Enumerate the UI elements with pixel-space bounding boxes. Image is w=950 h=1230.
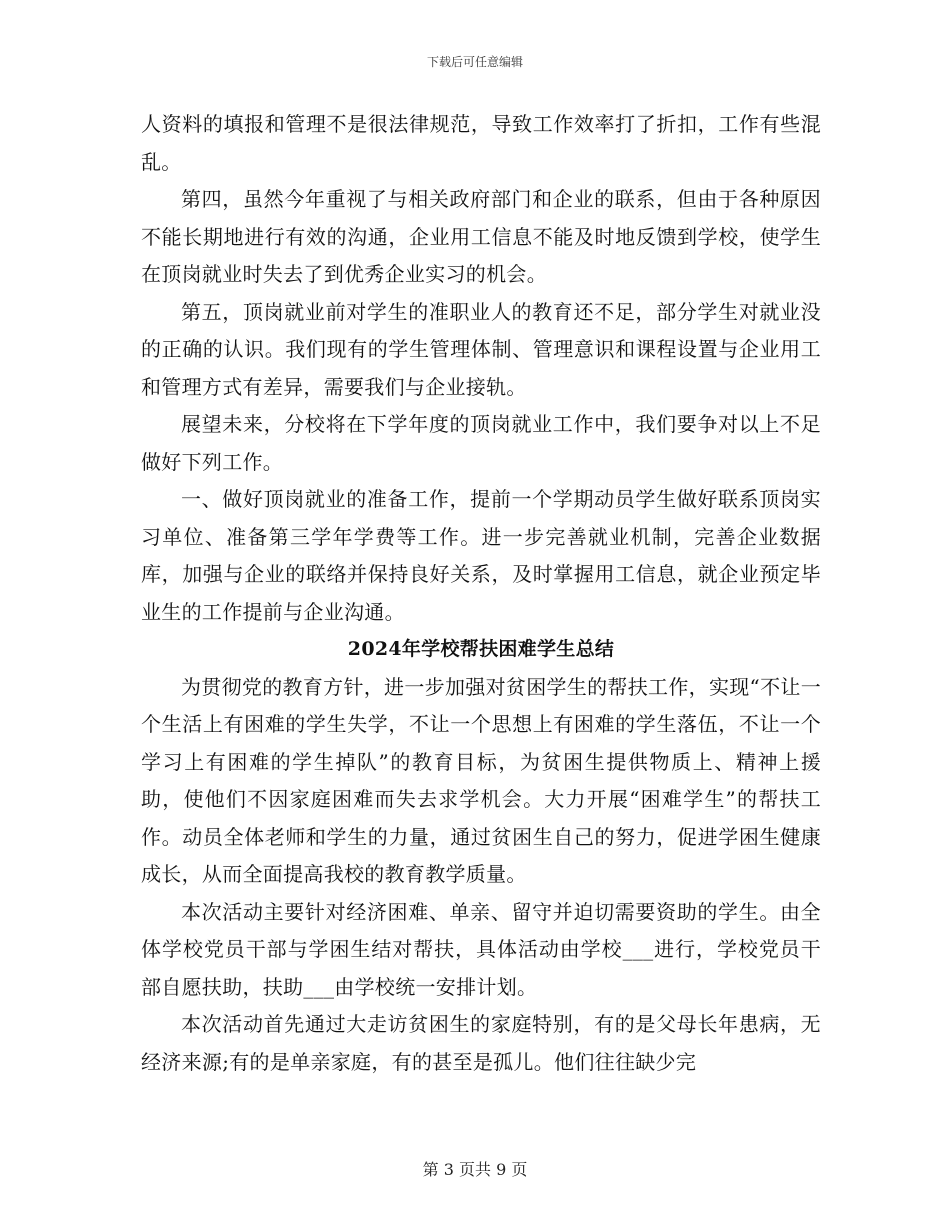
- page-header: 下载后可任意编辑: [426, 55, 523, 69]
- paragraph: 第四，虽然今年重视了与相关政府部门和企业的联系，但由于各种原因不能长期地进行有效的沟通，企业用工信息不能及时地反馈到学校，使学生在顶岗就业时失去了到优秀企业实习的机会。: [141, 187, 821, 286]
- paragraph: 人资料的填报和管理不是很法律规范，导致工作效率打了折扣，工作有些混乱。: [141, 112, 821, 174]
- section-title: 2024年学校帮扶困难学生总结: [347, 638, 615, 660]
- paragraph: 展望未来，分校将在下学年度的顶岗就业工作中，我们要争对以上不足做好下列工作。: [141, 412, 821, 474]
- page-footer: 第 3 页共 9 页: [422, 1160, 528, 1179]
- paragraph: 本次活动主要针对经济困难、单亲、留守并迫切需要资助的学生。由全体学校党员干部与学困生结对帮扶，具体活动由学校___进行，学校党员干部自愿扶助，扶助___由学校统一安排计划。: [141, 899, 821, 999]
- paragraph: 一、做好顶岗就业的准备工作，提前一个学期动员学生做好联系顶岗实习单位、准备第三学年学费等工作。进一步完善就业机制，完善企业数据库，加强与企业的联络并保持良好关系，及时掌握用工信息，就企业预定毕业生的工作提前与企业沟通。: [141, 487, 821, 624]
- paragraph: 为贯彻党的教育方针，进一步加强对贫困学生的帮扶工作，实现“不让一个生活上有困难的学生失学，不让一个思想上有困难的学生落伍，不让一个学习上有困难的学生掉队”的教育目标，为贫困生提供物质上、精神上援助，使他们不因家庭困难而失去求学机会。大力开展“困难学生”的帮扶工作。动员全体老师和学生的力量，通过贫困生自己的努力，促进学困生健康成长，从而全面提高我校的教育教学质量。: [141, 674, 821, 886]
- paragraph: 第五，顶岗就业前对学生的准职业人的教育还不足，部分学生对就业没的正确的认识。我们现有的学生管理体制、管理意识和课程设置与企业用工和管理方式有差异，需要我们与企业接轨。: [141, 299, 821, 399]
- paragraph: 本次活动首先通过大走访贫困生的家庭特别，有的是父母长年患病，无经济来源;有的是单亲家庭，有的甚至是孤儿。他们往往缺少完: [141, 1012, 821, 1074]
- document-body: [141, 106, 821, 1081]
